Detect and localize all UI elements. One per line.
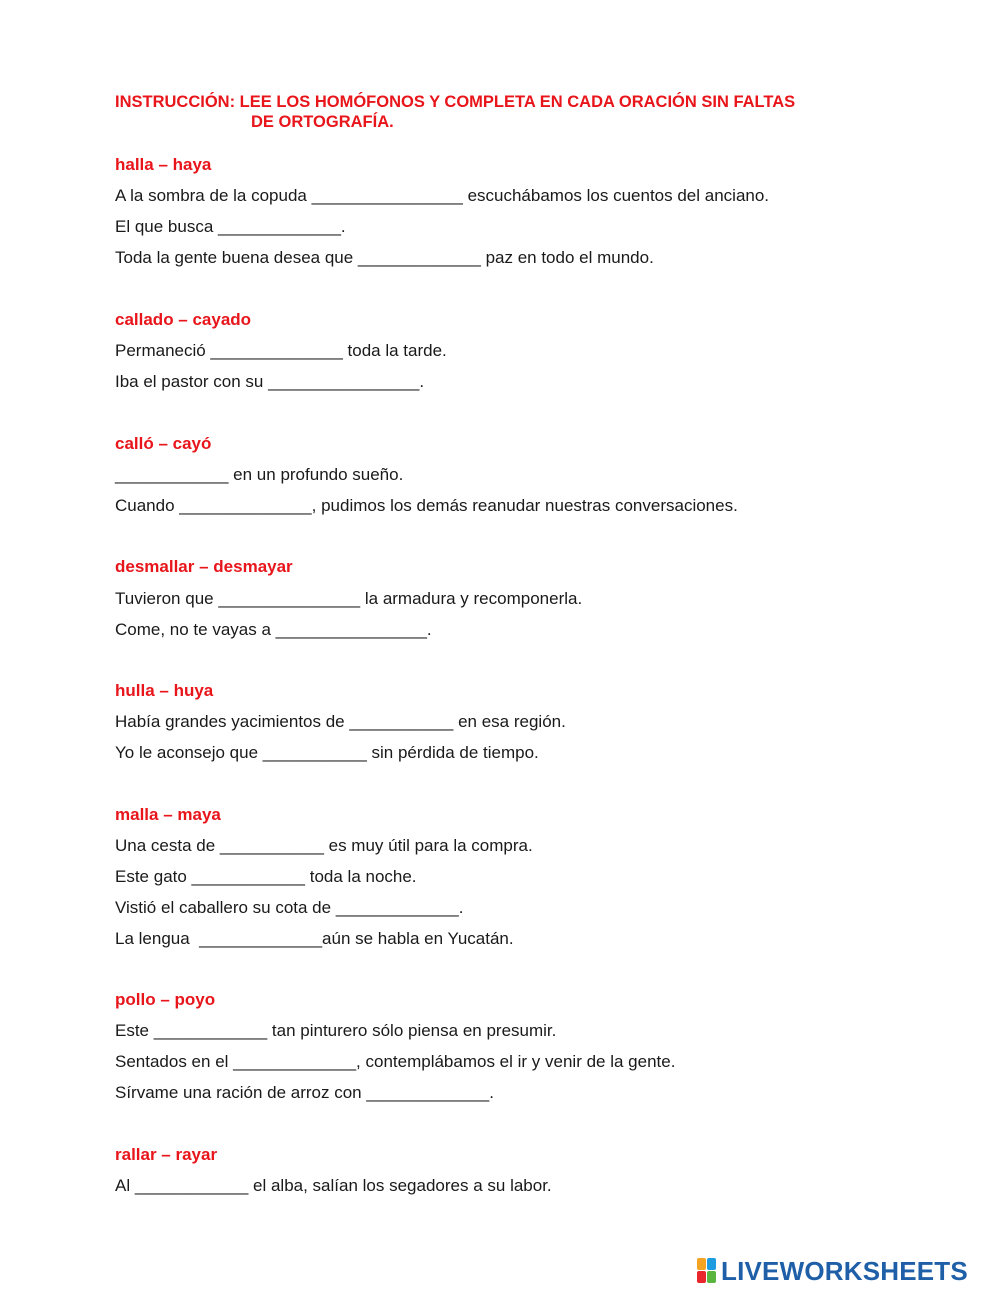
section-title: halla – haya [115,155,212,174]
sentence: Permaneció ______________ toda la tarde. [115,341,447,360]
sentence: Iba el pastor con su ________________. [115,372,425,391]
section-title: pollo – poyo [115,990,216,1009]
instruction-line-1: INSTRUCCIÓN: LEE LOS HOMÓFONOS Y COMPLETA EN CADA ORACIÓN SIN FALTAS [115,93,796,111]
sentence: A la sombra de la copuda ________________ escuchábamos los cuentos del anciano. [115,186,770,205]
sentence: Come, no te vayas a ________________. [115,620,432,639]
sentence: Cuando ______________, pudimos los demás reanudar nuestras conversaciones. [115,496,738,515]
sentence: Al ____________ el alba, salían los segadores a su labor. [115,1176,552,1195]
section-title: callado – cayado [115,310,252,329]
sentence: Tuvieron que _______________ la armadura y recomponerla. [115,589,583,608]
logo-text: LIVEWORKSHEETS [721,1255,968,1286]
sentence: Sentados en el _____________, contemplábamos el ir y venir de la gente. [115,1052,676,1071]
section-title: malla – maya [115,805,221,824]
liveworksheets-logo-icon [697,1258,717,1284]
liveworksheets-logo [697,1256,968,1286]
section-title: rallar – rayar [115,1145,218,1164]
sentence: Sírvame una ración de arroz con _____________. [115,1083,494,1102]
section-title: calló – cayó [115,434,212,453]
sentence: La lengua _____________aún se habla en Yucatán. [115,929,514,948]
sentence: El que busca _____________. [115,217,346,236]
sentence: Una cesta de ___________ es muy útil para la compra. [115,836,533,855]
sentence: ____________ en un profundo sueño. [115,465,404,484]
section-title: hulla – huya [115,681,214,700]
instruction-line-2: DE ORTOGRAFÍA. [251,113,394,131]
sentence: Este gato ____________ toda la noche. [115,867,417,886]
sentence: Este ____________ tan pinturero sólo piensa en presumir. [115,1021,557,1040]
sentence: Vistió el caballero su cota de _____________. [115,898,464,917]
section-title: desmallar – desmayar [115,557,293,576]
sentence: Toda la gente buena desea que _____________ paz en todo el mundo. [115,248,654,267]
sentence: Yo le aconsejo que ___________ sin pérdida de tiempo. [115,743,539,762]
instruction [115,92,895,132]
sentence: Había grandes yacimientos de ___________ en esa región. [115,712,566,731]
